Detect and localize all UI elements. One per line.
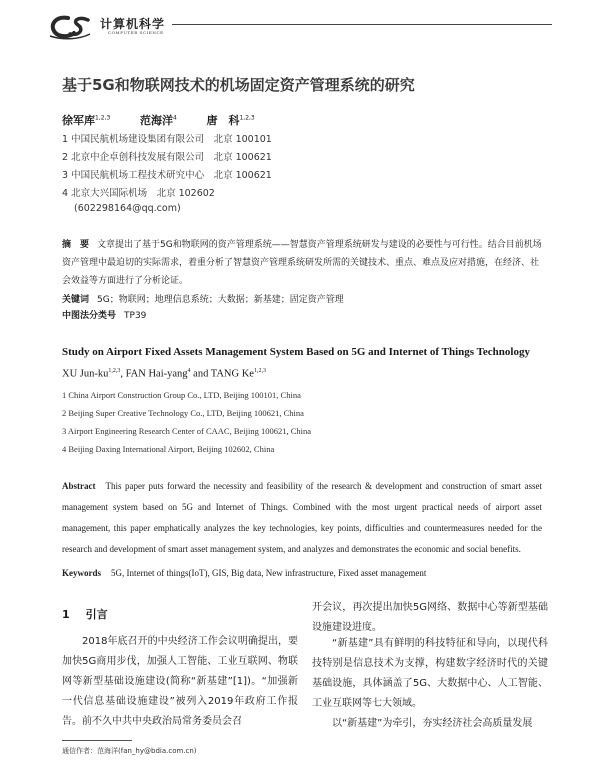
section-heading xyxy=(62,606,124,622)
section-number: 1 xyxy=(62,608,70,621)
author-name-en: XU Jun-ku xyxy=(62,368,109,380)
author-list xyxy=(62,112,255,128)
contact-email: (602298164@qq.com) xyxy=(74,203,181,214)
journal-name: 计算机科学 xyxy=(100,17,166,31)
author-name: 徐军库 xyxy=(62,114,95,127)
keywords-cn-label: 关键词 xyxy=(62,295,90,305)
abstract-en xyxy=(62,476,542,560)
section-title: 引言 xyxy=(85,608,108,621)
keywords-cn-text: 5G；物联网；地理信息系统；大数据；新基建；固定资产管理 xyxy=(97,295,344,305)
clc-label: 中图法分类号 xyxy=(62,311,117,321)
footnote: 通信作者：范海洋(fan_hy@bdia.com.cn) xyxy=(62,747,197,755)
abstract-en-text: This paper puts forward the necessity and feasibility of the research & development and construction of smart asset management system based on 5G and Internet of Things. Combined with the most urgent practical needs of airport asset management, this paper emphatically analyzes the key technologies, key points, difficulties and countermeasures needed for the research and development of smart asset management system, and analyzes and demonstrates the economic and social benefits. xyxy=(62,481,542,554)
keywords-en xyxy=(62,568,426,578)
affiliation-line: 3 中国民航机场工程技术研究中心 北京 100621 xyxy=(62,170,272,181)
journal-logo-icon xyxy=(48,14,92,42)
author-affiliation-sup: 1,2,3 xyxy=(253,368,266,374)
author-affiliation-sup: 1,2,3 xyxy=(95,114,111,122)
keywords-en-label: Keywords xyxy=(62,568,101,578)
affiliation-line-en: 3 Airport Engineering Research Center of CAAC, Beijing 100621, China xyxy=(62,426,312,436)
body-paragraph: “新基建”具有鲜明的科技特征和导向，以现代科技特别是信息技术为支撑，构建数字经济时代的关键基础设施，具体涵盖了5G、大数据中心、人工智能、工业互联网等七大领域。 xyxy=(312,638,548,709)
author-affiliation-sup: 1,2,3 xyxy=(108,368,121,374)
abstract-en-label: Abstract xyxy=(62,481,96,491)
affiliation-line: 1 中国民航机场建设集团有限公司 北京 100101 xyxy=(62,134,272,145)
journal-subtitle: COMPUTER SCIENCE xyxy=(108,30,164,35)
paper-title-en: Study on Airport Fixed Assets Management System Based on 5G and Internet of Things Technology xyxy=(62,346,530,358)
header-rule xyxy=(172,24,552,25)
affiliation-line: 4 北京大兴国际机场 北京 102602 xyxy=(62,188,215,199)
author-name-en: FAN Hai-yang xyxy=(125,368,188,380)
author-list-en: XU Jun-ku$^{1,2,3}$, FAN Hai-yang$^4$ and TANG Ke$^{1,2,3}$ xyxy=(62,368,266,380)
clc-number xyxy=(62,308,146,321)
affiliation-line: 2 北京中企卓创科技发展有限公司 北京 100621 xyxy=(62,152,272,163)
abstract-cn-text: 文章提出了基于5G和物联网的资产管理系统——智慧资产管理系统研发与建设的必要性与可行性。结合目前机场资产管理中最迫切的实际需求，着重分析了智慧资产管理系统研发所需的关键技术、重点、难点及应对措施，在经济、社会效益等方面进行了分析论证。 xyxy=(62,240,542,286)
abstract-cn xyxy=(62,236,542,290)
author-name: 范海洋 xyxy=(139,114,173,127)
author-affiliation-sup: 4 xyxy=(172,114,177,122)
author-name-en: TANG Ke xyxy=(210,368,254,380)
body-paragraph: 开会议，再次提出加快5G网络、数据中心等新型基础设施建设进度。 xyxy=(312,602,548,633)
clc-value: TP39 xyxy=(124,311,147,321)
keywords-en-text: 5G, Internet of things(IoT), GIS, Big data, New infrastructure, Fixed asset management xyxy=(111,568,427,578)
abstract-cn-label: 摘 要 xyxy=(62,240,90,250)
body-paragraph: 2018年底召开的中央经济工作会议明确提出，要加快5G商用步伐，加强人工智能、工业互联网、物联网等新型基础设施建设(简称“新基建”[1])。“加强新一代信息基础设施建设”被列入2019年政府工作报告。前不久中共中央政治局常务委员会召 xyxy=(62,636,298,727)
author-affiliation-sup: 4 xyxy=(187,368,191,374)
paper-title: 基于5G和物联网技术的机场固定资产管理系统的研究 xyxy=(62,76,415,94)
footnote-rule xyxy=(62,740,132,741)
author-affiliation-sup: 1,2,3 xyxy=(239,114,255,122)
body-paragraph: 以“新基建”为牵引，夯实经济社会高质量发展 xyxy=(332,718,533,729)
author-name: 唐 科 xyxy=(206,114,240,127)
affiliation-line-en: 2 Beijing Super Creative Technology Co., LTD, Beijing 100621, China xyxy=(62,408,304,418)
affiliation-line-en: 1 China Airport Construction Group Co., LTD, Beijing 100101, China xyxy=(62,390,301,400)
affiliation-line-en: 4 Beijing Daxing International Airport, Beijing 102602, China xyxy=(62,444,275,454)
keywords-cn xyxy=(62,292,344,305)
